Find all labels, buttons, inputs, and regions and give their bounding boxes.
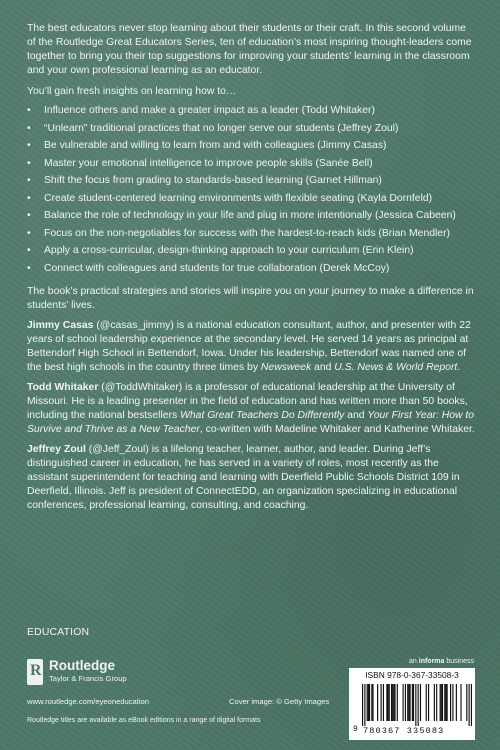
barcode-bar	[409, 684, 410, 721]
barcode-icon	[362, 684, 472, 726]
barcode-bar	[367, 684, 368, 721]
publisher-website: www.routledge.com/eyeoneducation	[27, 697, 149, 706]
barcode-bar	[434, 684, 435, 721]
barcode-bar	[389, 684, 390, 721]
barcode-bar	[392, 684, 393, 721]
bullet-icon: •	[27, 175, 31, 186]
barcode-bar	[393, 684, 394, 721]
bullet-icon: •	[27, 140, 31, 151]
barcode-digits: 780367 335083	[363, 726, 445, 736]
bullet-icon: •	[27, 210, 31, 221]
barcode-bar	[460, 684, 461, 721]
barcode-bar	[403, 684, 404, 721]
barcode-bar	[407, 684, 408, 721]
list-item: • Shift the focus from grading to standards-based learning (Garnet Hillman)	[27, 175, 382, 186]
barcode-bar	[372, 684, 373, 721]
barcode-first-digit: 9	[353, 725, 358, 734]
barcode-bar	[444, 684, 445, 721]
category-label: EDUCATION	[27, 627, 90, 638]
barcode-bar	[386, 684, 387, 721]
bullet-icon: •	[27, 122, 31, 134]
barcode-bar	[391, 684, 392, 721]
barcode-bar	[412, 684, 413, 721]
book-title: What Great Teachers Do Differently	[180, 409, 345, 421]
barcode-bar	[418, 684, 419, 726]
bullet-icon: •	[27, 262, 31, 274]
barcode-bar	[381, 684, 382, 721]
barcode-bar	[450, 684, 451, 721]
barcode-bar	[469, 684, 470, 726]
list-item: • Focus on the non-negotiables for success with the hardest-to-reach kids (Brian Mendler)	[27, 227, 451, 239]
barcode-bar	[413, 684, 414, 721]
book-title: Your First Year: How to Survive and Thrive as a New Teacher	[27, 409, 475, 435]
barcode-bar	[371, 684, 372, 721]
publisher-name: Routledge	[49, 658, 115, 673]
list-item: • Apply a cross-curricular, design-thinking approach to your curriculum (Erin Klein)	[27, 245, 414, 256]
barcode-bar	[408, 684, 409, 721]
barcode-bar	[456, 684, 457, 721]
barcode-bar	[445, 684, 446, 721]
barcode-bar	[397, 684, 398, 721]
informa-business-label: an informa business	[409, 658, 474, 665]
barcode-bar	[394, 684, 395, 721]
barcode-bar	[466, 684, 467, 721]
barcode-bar	[387, 684, 388, 721]
barcode-bar	[369, 684, 370, 721]
barcode-bar	[364, 684, 365, 726]
barcode-bar	[428, 684, 429, 721]
intro-paragraph: The best educators never stop learning about their students or their craft. In this second volume of the Routledge Great Educators Series, ten of education’s most inspiring thought-leaders come together to bring you their top suggestions for improving your students’ learning in the classroom and your own professional learning as an educator.	[27, 23, 472, 76]
summary-paragraph: The book’s practical strategies and stories will inspire you on your journey to make a difference in students’ lives.	[27, 285, 474, 311]
barcode-bar	[405, 684, 406, 721]
author-bio-zoul: Jeffrey Zoul (@Jeff_Zoul) is a lifelong teacher, learner, author, and leader. During Jeff’s distinguished career in education, he has served in a variety of roles, most recently as the assistant superintendent for teaching and learning with Deerfield Public Schools District 109 in Deerfield, Illinois. Jeff is president of ConnectEDD, an organization specializing in educational conferences, professional learning, consulting, and coaching.	[27, 443, 460, 511]
isbn-label: ISBN 978-0-367-33508-3	[365, 670, 459, 680]
routledge-mark-icon: R	[27, 659, 43, 685]
list-item: • Influence others and make a greater impact as a leader (Todd Whitaker)	[27, 105, 375, 116]
barcode-bar	[415, 684, 416, 726]
author-name: Jeffrey Zoul	[27, 443, 86, 455]
list-item: • Balance the role of technology in your life and plug in more intentionally (Jessica Cabeen)	[27, 210, 456, 221]
barcode-bar	[426, 684, 427, 721]
bullet-icon: •	[27, 105, 31, 116]
publication-title: U.S. News & World Report	[334, 361, 458, 373]
barcode-bar	[440, 684, 441, 721]
barcode-bar	[383, 684, 384, 721]
list-item: • Be vulnerable and willing to learn from and with colleagues (Jimmy Casas)	[27, 140, 387, 151]
barcode-bar	[377, 684, 378, 721]
barcode-bar	[442, 684, 443, 721]
barcode-bar	[447, 684, 448, 721]
lead-in: You’ll gain fresh insights on learning how to…	[27, 86, 237, 97]
author-bio-whitaker: Todd Whitaker (@ToddWhitaker) is a professor of educational leadership at the University of Missouri. He is a leading presenter in the field of education and has written more than 50 books, including the national bestsellers What Great Teachers Do Differently and Your First Year: How to Survive and Thrive as a New Teacher, co-written with Madeline Whitaker and Katherine Whitaker.	[27, 381, 475, 435]
back-cover-text	[27, 22, 475, 513]
publication-title: Newsweek	[260, 361, 312, 373]
barcode-bar	[452, 684, 453, 721]
bullet-icon: •	[27, 227, 31, 239]
barcode-bar	[362, 684, 363, 726]
bullet-icon: •	[27, 192, 31, 204]
bullet-icon: •	[27, 157, 31, 169]
author-name: Todd Whitaker	[27, 381, 99, 393]
publisher-group: Taylor & Francis Group	[49, 674, 127, 683]
routledge-logo	[27, 657, 187, 687]
ebook-note: Routledge titles are available as eBook editions in a range of digital formats	[27, 717, 261, 724]
list-item: • Create student-centered learning environments with flexible seating (Kayla Dornfeld)	[27, 192, 433, 204]
isbn-barcode	[349, 668, 475, 740]
barcode-bar	[436, 684, 437, 721]
bullet-icon: •	[27, 245, 31, 256]
barcode-bar	[441, 684, 442, 721]
barcode-bar	[420, 684, 421, 721]
author-bio-casas: Jimmy Casas (@casas_jimmy) is a national education consultant, author, and presenter with 22 years of school leadership experience at the secondary level. He served 14 years as principal at Bettendorf High School in Bettendorf, Iowa. Under his leadership, Bettendorf was named one of the best high schools in the country three times by Newsweek and U.S. News & World Report.	[27, 319, 471, 373]
barcode-bar	[471, 684, 472, 726]
author-name: Jimmy Casas	[27, 319, 94, 331]
list-item: • “Unlearn” traditional practices that no longer serve our students (Jeffrey Zoul)	[27, 122, 399, 134]
list-item: • Connect with colleagues and students for true collaboration (Derek McCoy)	[27, 262, 390, 274]
cover-credit: Cover image: © Getty Images	[229, 697, 330, 706]
insights-list	[27, 104, 475, 276]
barcode-bar	[368, 684, 369, 721]
list-item: • Master your emotional intelligence to improve people skills (Sanée Bell)	[27, 157, 373, 169]
